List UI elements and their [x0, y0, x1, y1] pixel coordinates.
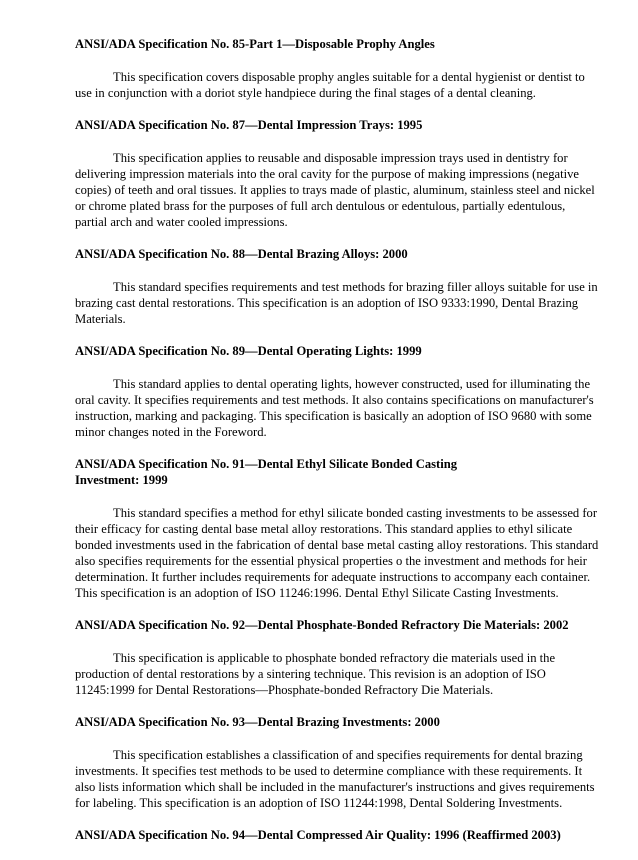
section-body: This specification covers disposable prophy angles suitable for a dental hygienist or dentist to use in conjunction with a doriot style handpiece during the final stages of a dental cleaning.	[75, 70, 585, 100]
section-heading: ANSI/ADA Specification No. 88—Dental Brazing Alloys: 2000	[75, 247, 408, 261]
section-heading: ANSI/ADA Specification No. 85-Part 1—Disposable Prophy Angles	[75, 37, 435, 51]
section-body: This specification is applicable to phosphate bonded refractory die materials used in the production of dental restorations by a sintering technique. This revision is an adoption of ISO 11245:1999 for Dental Restorations—Phosphate-bonded Refractory Die Materials.	[75, 651, 556, 697]
section-heading: ANSI/ADA Specification No. 92—Dental Phosphate-Bonded Refractory Die Materials: 2002	[75, 618, 569, 632]
section-heading: ANSI/ADA Specification No. 94—Dental Compressed Air Quality: 1996 (Reaffirmed 2003)	[75, 828, 561, 842]
section-spec-89	[75, 343, 600, 440]
section-spec-88	[75, 246, 600, 327]
section-spec-94	[75, 827, 600, 843]
section-heading	[75, 456, 600, 488]
section-body: This specification applies to reusable and disposable impression trays used in dentistry for delivering impression materials into the oral cavity for the purpose of making impressions (negative copies) of teeth and oral tissues. It applies to trays made of plastic, aluminum, stainless steel and nickel or chrome plated brass for the purposes of full arch dentulous or edentulous, partially edentulous, partial arch and water cooled impressions.	[75, 151, 595, 229]
section-body: This specification establishes a classification of and specifies requirements for dental brazing investments. It specifies test methods to be used to determine compliance with these requirements. It also lists information which shall be included in the manufacturer's instructions and gives requirements for labeling. This specification is an adoption of ISO 11244:1998, Dental Soldering Investments.	[75, 748, 595, 810]
section-spec-92	[75, 617, 600, 698]
section-spec-93	[75, 714, 600, 811]
section-heading: ANSI/ADA Specification No. 89—Dental Operating Lights: 1999	[75, 344, 422, 358]
section-heading: ANSI/ADA Specification No. 87—Dental Impression Trays: 1995	[75, 118, 423, 132]
section-heading-line-2: Investment: 1999	[75, 473, 168, 487]
section-spec-85	[75, 36, 600, 101]
document-page	[75, 36, 600, 860]
section-spec-87	[75, 117, 600, 230]
section-heading: ANSI/ADA Specification No. 93—Dental Brazing Investments: 2000	[75, 715, 440, 729]
section-body: This standard specifies a method for ethyl silicate bonded casting investments to be assessed for their efficacy for casting dental base metal alloy restorations. This standard applies to ethyl silicate bonded investments used in the fabrication of dental base metal casting alloy restorations. This standard also specifies requirements for the essential physical properties o the investment and methods for heir determination. It further includes requirements for adequate instructions to accompany each container. This specification is an adoption of ISO 11246:1996. Dental Ethyl Silicate Casting Investments.	[75, 506, 599, 600]
section-body: This standard specifies requirements and test methods for brazing filler alloys suitable for use in brazing cast dental restorations. This specification is an adoption of ISO 9333:1990, Dental Brazing Materials.	[75, 280, 598, 326]
section-heading-line-1: ANSI/ADA Specification No. 91—Dental Ethyl Silicate Bonded Casting	[75, 457, 458, 471]
section-body: This standard applies to dental operating lights, however constructed, used for illuminating the oral cavity. It specifies requirements and test methods. It also contains specifications on manufacturer's instruction, marking and packaging. This specification is basically an adoption of ISO 9680 with some minor changes noted in the Foreword.	[75, 377, 594, 439]
section-spec-91	[75, 456, 600, 601]
